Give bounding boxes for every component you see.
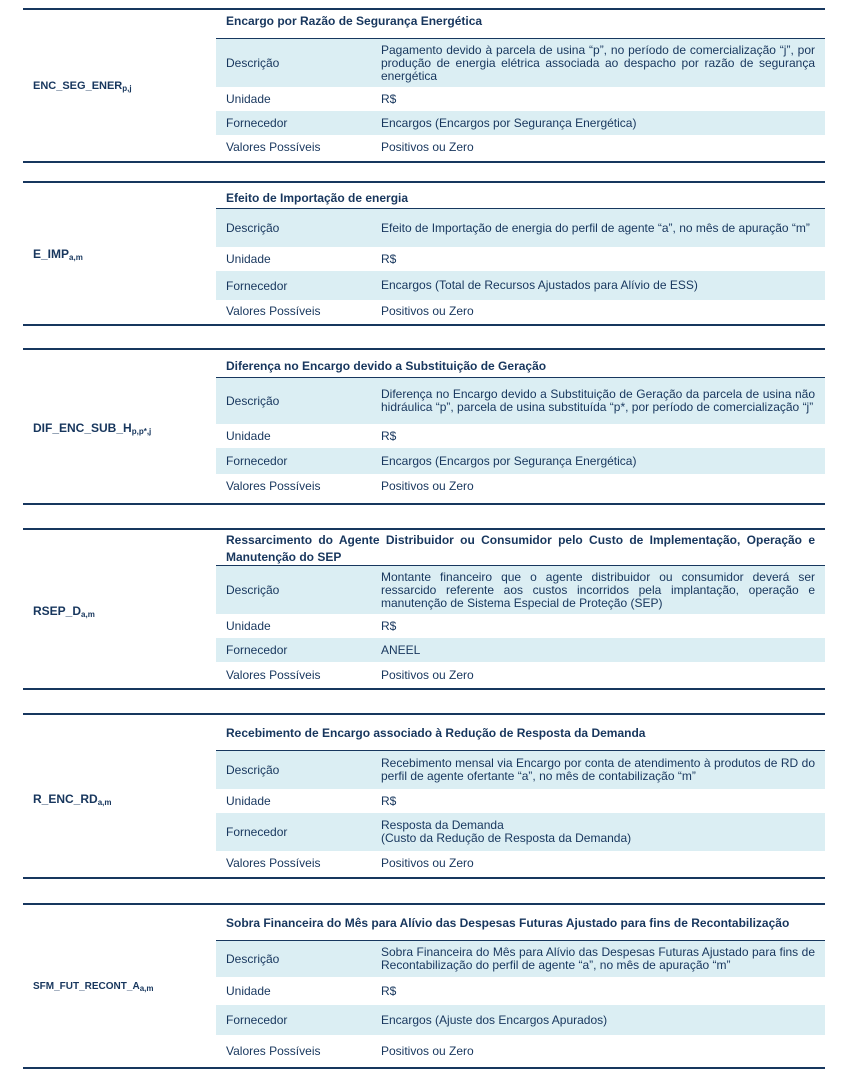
unit-label: Unidade — [226, 619, 271, 633]
description-label: Descrição — [226, 952, 280, 966]
divider — [23, 161, 825, 163]
supplier-value: Encargos (Encargos por Segurança Energética) — [381, 115, 637, 130]
supplier-label: Fornecedor — [226, 825, 288, 839]
supplier-line: Resposta da Demanda — [381, 818, 504, 832]
description-value: Pagamento devido à parcela de usina “p”, no período de comercialização “j”, por produção de energia elétrica associada ao despacho por razão de segurança energética — [381, 42, 815, 83]
possible-values-label: Valores Possíveis — [226, 668, 321, 682]
possible-values-value: Positivos ou Zero — [381, 478, 474, 493]
divider — [23, 324, 825, 326]
variable-name: $ENC\_SEG\_ENER_{p,j}$ — [33, 80, 132, 93]
variable-name: $SFM\_FUT\_RECONT\_A_{a,m}$ — [33, 981, 154, 993]
divider — [23, 503, 825, 505]
variable-title: Ressarcimento do Agente Distribuidor ou Consumidor pelo Custo de Implementação, Operação e Manutenção do SEP — [216, 530, 825, 566]
supplier-label: Fornecedor — [226, 1013, 288, 1027]
possible-values-value: Positivos ou Zero — [381, 1043, 474, 1058]
divider — [23, 688, 825, 690]
supplier-value: ANEEL — [381, 642, 421, 657]
unit-value: R$ — [381, 793, 397, 808]
variable-block — [23, 713, 825, 881]
possible-values-value: Positivos ou Zero — [381, 855, 474, 870]
possible-values-label: Valores Possíveis — [226, 1044, 321, 1058]
supplier-line: (Custo da Redução de Resposta da Demanda) — [381, 831, 632, 845]
unit-value: R$ — [381, 983, 397, 998]
possible-values-label: Valores Possíveis — [226, 856, 321, 870]
variable-title: Encargo por Razão de Segurança Energética — [216, 10, 825, 39]
possible-values-label: Valores Possíveis — [226, 304, 321, 318]
description-value: Recebimento mensal via Encargo por conta de atendimento à produtos de RD do perfil de agente ofertante “a”, no mês de contabilização “m” — [381, 756, 815, 783]
variable-block — [23, 8, 825, 163]
supplier-value: Encargos (Encargos por Segurança Energética) — [381, 453, 637, 468]
unit-value: R$ — [381, 91, 397, 106]
description-value: Diferença no Encargo devido a Substituição de Geração da parcela de usina não hidráulica “p”, parcela de usina substituída “p*, por período de comercialização “j” — [381, 387, 815, 414]
variable-title: Efeito de Importação de energia — [216, 183, 825, 209]
description-label: Descrição — [226, 56, 280, 70]
divider — [23, 1067, 825, 1069]
unit-label: Unidade — [226, 429, 271, 443]
variable-name: $R\_ENC\_RD_{a,m}$ — [33, 792, 112, 807]
divider — [23, 877, 825, 879]
variable-block — [23, 181, 825, 326]
variable-block — [23, 348, 825, 506]
variable-title: Recebimento de Encargo associado à Redução de Resposta da Demanda — [216, 715, 825, 751]
unit-label: Unidade — [226, 252, 271, 266]
variable-block — [23, 903, 825, 1071]
possible-values-label: Valores Possíveis — [226, 140, 321, 154]
variable-name: $DIF\_ENC\_SUB\_H_{p,p*,j}$ — [33, 421, 152, 436]
description-label: Descrição — [226, 394, 280, 408]
variable-block — [23, 528, 825, 692]
unit-label: Unidade — [226, 92, 271, 106]
variable-title: Diferença no Encargo devido a Substituição de Geração — [216, 350, 825, 378]
unit-value: R$ — [381, 618, 397, 633]
unit-value: R$ — [381, 251, 397, 266]
possible-values-value: Positivos ou Zero — [381, 667, 474, 682]
unit-value: R$ — [381, 428, 397, 443]
variable-name: $E\_IMP_{a,m}$ — [33, 247, 83, 262]
supplier-label: Fornecedor — [226, 454, 288, 468]
supplier-value — [381, 818, 825, 846]
possible-values-label: Valores Possíveis — [226, 479, 321, 493]
unit-label: Unidade — [226, 984, 271, 998]
description-label: Descrição — [226, 221, 280, 235]
supplier-value: Encargos (Ajuste dos Encargos Apurados) — [381, 1012, 608, 1027]
description-value: Efeito de Importação de energia do perfil de agente “a”, no mês de apuração “m” — [381, 220, 810, 235]
unit-label: Unidade — [226, 794, 271, 808]
description-value: Sobra Financeira do Mês para Alívio das Despesas Futuras Ajustado para fins de Recontabilização do perfil de agente “a”, no mês de apuração “m” — [381, 945, 815, 972]
supplier-label: Fornecedor — [226, 643, 288, 657]
supplier-label: Fornecedor — [226, 278, 288, 293]
possible-values-value: Positivos ou Zero — [381, 303, 474, 318]
supplier-label: Fornecedor — [226, 116, 288, 130]
possible-values-value: Positivos ou Zero — [381, 139, 474, 154]
description-label: Descrição — [226, 763, 280, 777]
variable-name: $RSEP\_D_{a,m}$ — [33, 604, 95, 619]
description-value: Montante financeiro que o agente distribuidor ou consumidor deverá ser ressarcido referente aos custos incorridos pela implantação, operação e manutenção de Sistema Especial de Proteção (SEP) — [381, 569, 815, 610]
supplier-value: Encargos (Total de Recursos Ajustados para Alívio de ESS) — [381, 278, 698, 292]
description-label: Descrição — [226, 583, 280, 597]
variable-title: Sobra Financeira do Mês para Alívio das Despesas Futuras Ajustado para fins de Recontabilização — [216, 905, 825, 941]
